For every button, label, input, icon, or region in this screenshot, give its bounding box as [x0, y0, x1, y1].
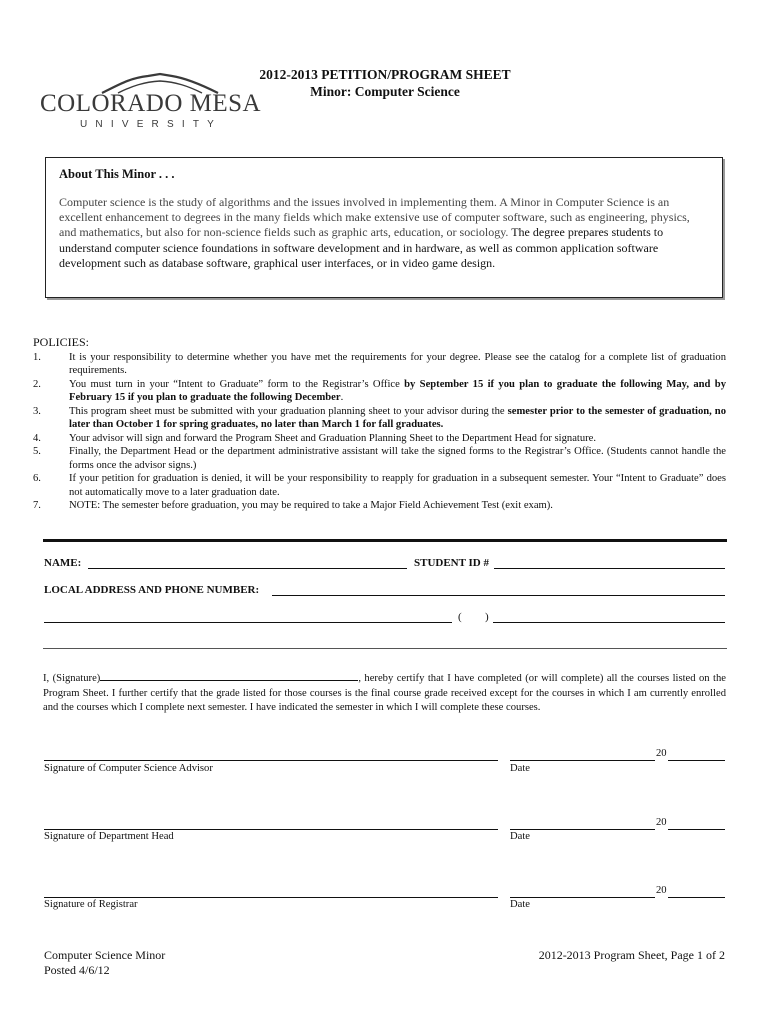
address-field-line2[interactable]: [44, 610, 452, 623]
name-field[interactable]: [88, 556, 407, 569]
policy-text: This program sheet must be submitted with your graduation planning sheet to your advisor during the: [69, 405, 508, 417]
policy-text: Finally, the Department Head or the department administrative assistant will take the signed forms to the Registrar’s Office. (Students cannot handle the forms once the advisor signs.): [69, 446, 726, 471]
policy-number: 3.: [33, 405, 41, 417]
about-text: [59, 195, 708, 271]
logo-name: COLORADO MESA: [40, 90, 262, 117]
registrar-date-line[interactable]: [510, 897, 655, 898]
university-logo: [40, 72, 262, 134]
footer-page-info: 2012-2013 Program Sheet, Page 1 of 2: [538, 948, 725, 962]
address-field[interactable]: [272, 583, 725, 596]
policy-text: It is your responsibility to determine whether you have met the requirements for your degree. Please see the catalog for a complete list of graduation requirements.: [69, 351, 726, 376]
policy-text: .: [340, 392, 344, 403]
registrar-year-line[interactable]: [668, 897, 725, 898]
phone-open-paren: (: [458, 611, 462, 623]
footer-posted-date: Posted 4/6/12: [44, 963, 110, 977]
certification-text: [43, 670, 726, 716]
policy-text-bold: semester prior to the semester of graduation, no later than October 1 for spring graduates, no later than March 1 for fall graduates.: [69, 405, 726, 430]
advisor-signature-label: Signature of Computer Science Advisor: [44, 763, 213, 774]
about-text-part1: Computer science is the study of algorithms and the issues involved in implementing them. A Minor in Computer Science is an excellent enhancement to degrees in the many fields which make extensive use of computer software, such as engineering, physics, and mathematics, but also for non-science fields such as graphic arts, education, or sociology.: [59, 195, 690, 240]
page-header: [230, 66, 540, 100]
about-text-part2: The degree prepares students to understand computer science foundations in software development and in hardware, as well as common application software development such as database software, graphical user interfaces, or in video game design.: [59, 225, 664, 270]
page-title: 2012-2013 PETITION/PROGRAM SHEET: [259, 67, 511, 82]
address-label: LOCAL ADDRESS AND PHONE NUMBER:: [44, 584, 260, 596]
policy-number: 1.: [33, 351, 41, 363]
section-divider-thin: [43, 648, 727, 649]
policies-list: [33, 351, 726, 513]
policy-number: 6.: [33, 473, 41, 484]
cert-body: , hereby certify that I have completed (or will complete) all the courses listed on the Program Sheet. I further certify that the grade listed for those courses is the final course grade received except for the courses in which I am currently enrolled and the courses which I complete next semester. I have indicated the semester in which I will complete these courses.: [43, 673, 726, 713]
policy-number: 7.: [33, 500, 41, 511]
registrar-signature-line[interactable]: [44, 897, 498, 898]
policy-item: [33, 499, 726, 513]
advisor-year-line[interactable]: [668, 760, 725, 761]
cert-prefix: I, (Signature): [43, 673, 101, 684]
dept-head-signature-label: Signature of Department Head: [44, 831, 174, 842]
registrar-date-label: Date: [510, 899, 530, 910]
policies-section: [33, 336, 726, 513]
dept-head-year-line[interactable]: [668, 829, 725, 830]
logo-university: UNIVERSITY: [80, 119, 223, 130]
footer-left: [44, 948, 165, 978]
registrar-signature-label: Signature of Registrar: [44, 899, 138, 910]
policy-item: [33, 351, 726, 378]
policy-text: NOTE: The semester before graduation, you may be required to take a Major Field Achievement Test (exit exam).: [69, 500, 553, 511]
area-code-field[interactable]: [464, 610, 484, 622]
policy-number: 5.: [33, 446, 41, 457]
policy-item: [33, 445, 726, 472]
advisor-signature-line[interactable]: [44, 760, 498, 761]
policy-item: [33, 405, 726, 432]
policy-item: [33, 472, 726, 499]
section-divider: [43, 539, 727, 542]
student-id-label: STUDENT ID #: [414, 557, 489, 569]
policy-number: 2.: [33, 378, 41, 390]
phone-close-paren: ): [485, 611, 489, 623]
footer-program: Computer Science Minor: [44, 948, 166, 962]
student-id-field[interactable]: [494, 556, 725, 569]
policy-text: If your petition for graduation is denied, it will be your responsibility to reapply for graduation in a subsequent semester. Your “Intent to Graduate” does not automatically move to a later graduation date.: [69, 473, 726, 498]
about-heading: About This Minor . . .: [59, 167, 175, 181]
about-box: [45, 157, 723, 298]
policy-text: Your advisor will sign and forward the Program Sheet and Graduation Planning Sheet to the Department Head for signature.: [69, 432, 597, 444]
registrar-year-prefix: 20: [656, 885, 667, 896]
dept-head-year-prefix: 20: [656, 817, 667, 828]
advisor-year-prefix: 20: [656, 748, 667, 759]
dept-head-date-line[interactable]: [510, 829, 655, 830]
student-signature-field[interactable]: [100, 670, 358, 681]
name-label: NAME:: [44, 557, 82, 569]
phone-field[interactable]: [493, 610, 725, 623]
dept-head-date-label: Date: [510, 831, 530, 842]
policy-text: You must turn in your “Intent to Graduate” form to the Registrar’s Office: [69, 378, 405, 390]
policy-number: 4.: [33, 432, 41, 444]
advisor-date-label: Date: [510, 763, 530, 774]
policy-item: [33, 378, 726, 405]
page-subtitle: Minor: Computer Science: [310, 84, 460, 99]
advisor-date-line[interactable]: [510, 760, 655, 761]
dept-head-signature-line[interactable]: [44, 829, 498, 830]
policy-item: [33, 432, 726, 446]
policy-text-bold: by September 15 if you plan to graduate the following May, and by February 15 if you plan to graduate the following December: [69, 378, 726, 403]
policies-heading: POLICIES:: [33, 335, 90, 349]
